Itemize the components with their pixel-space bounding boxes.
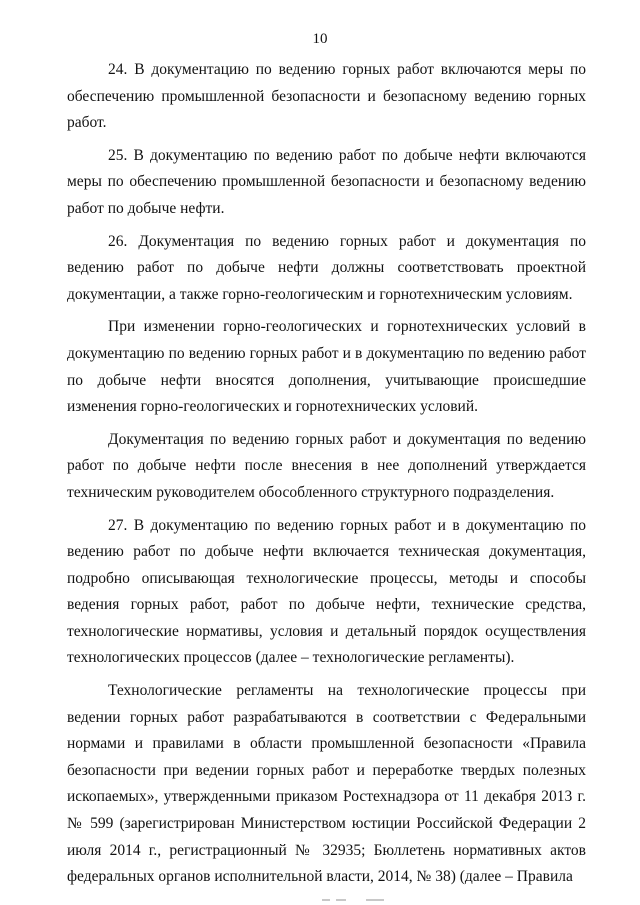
paragraph-25: 25. В документацию по ведению работ по добыче нефти включаются меры по обеспечению промышленной безопасности и безопасному ведению работ по добыче нефти. bbox=[67, 146, 586, 217]
page-number: 10 bbox=[312, 31, 328, 47]
paragraph-27-regulations: Технологические регламенты на технологические процессы при ведении горных работ разрабатываются в соответствии с Федеральными нормами и правилами в области промышленной безопасности «Правила безопасности при ведении горных работ и переработке твердых полезных ископаемых», утвержденными приказом Ростехнадзора от 11 декабря 2013 г. № 599 (зарегистрирован Министерством юстиции Российской Федерации 2 июля 2014 г., регистрационный № 32935; Бюллетень нормативных актов федеральных органов исполнительной власти, 2014, № 38) (далее – Правила bbox=[67, 682, 586, 886]
paragraph-24: 24. В документацию по ведению горных работ включаются меры по обеспечению промышленной безопасности и безопасному ведению горных работ. bbox=[67, 61, 586, 132]
scan-artifact-marks bbox=[322, 895, 522, 905]
paragraph-27: 27. В документацию по ведению горных работ и в документацию по ведению работ по добыче нефти включается техническая документация, подробно описывающая технологические процессы, методы и способы ведения горных работ, работ по добыче нефти, технические средства, технологические нормативы, условия и детальный порядок осуществления технологических процессов (далее – технологические регламенты). bbox=[67, 516, 586, 667]
paragraph-26-approval: Документация по ведению горных работ и документация по ведению работ по добыче нефти после внесения в нее дополнений утверждается техническим руководителем обособленного структурного подразделения. bbox=[67, 430, 586, 501]
paragraph-26: 26. Документация по ведению горных работ и документация по ведению работ по добыче нефти должны соответствовать проектной документации, а также горно-геологическим и горнотехническим условиям. bbox=[67, 232, 586, 303]
paragraph-26-changes: При изменении горно-геологических и горнотехнических условий в документацию по ведению горных работ и в документацию по ведению работ по добыче нефти вносятся дополнения, учитывающие происшедшие изменения горно-геологических и горнотехнических условий. bbox=[67, 318, 586, 416]
document-body bbox=[67, 57, 586, 897]
